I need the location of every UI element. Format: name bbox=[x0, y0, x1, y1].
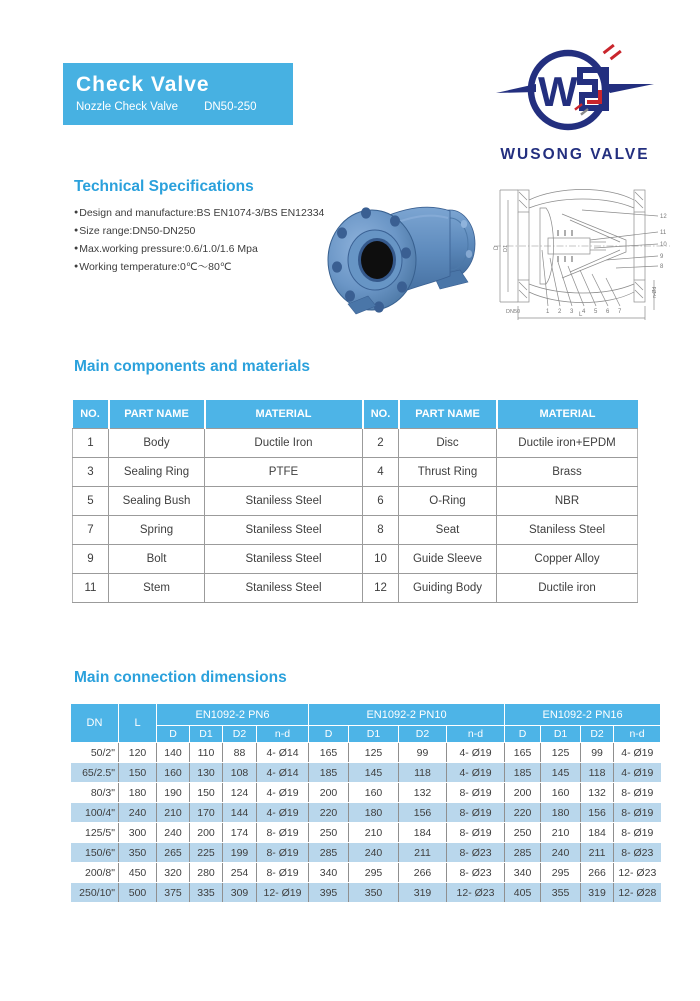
table-cell: 395 bbox=[309, 883, 349, 903]
col-header: NO. bbox=[73, 400, 109, 429]
table-cell: 405 bbox=[505, 883, 541, 903]
table-cell: 265 bbox=[157, 843, 190, 863]
table-cell: 220 bbox=[505, 803, 541, 823]
table-row bbox=[71, 883, 661, 903]
table-cell: 125 bbox=[541, 743, 581, 763]
table-cell: Ductile Iron bbox=[205, 429, 363, 458]
table-cell: 184 bbox=[399, 823, 447, 843]
table-cell: 100/4" bbox=[71, 803, 119, 823]
col-header: MATERIAL bbox=[497, 400, 638, 429]
table-cell: 160 bbox=[157, 763, 190, 783]
table-cell: 12 bbox=[363, 574, 399, 603]
logo-emblem-icon bbox=[492, 40, 658, 140]
table-cell: 319 bbox=[581, 883, 614, 903]
table-cell: 65/2.5" bbox=[71, 763, 119, 783]
table-cell: 4- Ø14 bbox=[257, 763, 309, 783]
table-cell: 165 bbox=[309, 743, 349, 763]
table-cell: O-Ring bbox=[399, 487, 497, 516]
sub-header: D2 bbox=[223, 726, 257, 743]
dimensions-section-title: Main connection dimensions bbox=[74, 669, 287, 686]
col-header-dn: DN bbox=[71, 704, 119, 743]
drawing-callout: 7 bbox=[618, 309, 622, 315]
table-cell: 99 bbox=[581, 743, 614, 763]
table-cell: Staniless Steel bbox=[205, 487, 363, 516]
logo-monogram: W bbox=[538, 68, 578, 115]
col-header: NO. bbox=[363, 400, 399, 429]
table-row bbox=[73, 458, 638, 487]
table-cell: 8- Ø19 bbox=[257, 843, 309, 863]
table-row bbox=[73, 574, 638, 603]
table-row bbox=[71, 803, 661, 823]
table-cell: Guide Sleeve bbox=[399, 545, 497, 574]
table-cell: Seat bbox=[399, 516, 497, 545]
dimensions-table bbox=[70, 703, 661, 903]
drawing-callout: 8 bbox=[660, 264, 664, 270]
col-group-pn6: EN1092-2 PN6 bbox=[157, 704, 309, 726]
drawing-dim-dn: DN50 bbox=[506, 309, 521, 315]
table-cell: 180 bbox=[349, 803, 399, 823]
table-cell: Staniless Steel bbox=[497, 516, 638, 545]
table-cell: 4- Ø19 bbox=[614, 763, 661, 783]
table-cell: Ductile iron bbox=[497, 574, 638, 603]
table-cell: 320 bbox=[157, 863, 190, 883]
drawing-callout: 4 bbox=[582, 309, 586, 315]
drawing-callout: 5 bbox=[594, 309, 598, 315]
table-cell: 10 bbox=[363, 545, 399, 574]
table-cell: 174 bbox=[223, 823, 257, 843]
product-title: Check Valve bbox=[76, 73, 210, 96]
table-cell: 1 bbox=[73, 429, 109, 458]
table-cell: 240 bbox=[157, 823, 190, 843]
drawing-dim-d1: D1 bbox=[503, 244, 509, 252]
drawing-callout: 9 bbox=[660, 254, 664, 260]
table-cell: 12- Ø23 bbox=[614, 863, 661, 883]
table-cell: 200 bbox=[309, 783, 349, 803]
drawing-callout: 10 bbox=[660, 242, 667, 248]
table-cell: 120 bbox=[119, 743, 157, 763]
table-cell: 2 bbox=[363, 429, 399, 458]
table-cell: 145 bbox=[349, 763, 399, 783]
table-cell: 211 bbox=[581, 843, 614, 863]
table-cell: 12- Ø23 bbox=[447, 883, 505, 903]
table-cell: 108 bbox=[223, 763, 257, 783]
table-cell: 12- Ø28 bbox=[614, 883, 661, 903]
table-cell: 125/5" bbox=[71, 823, 119, 843]
table-cell: 99 bbox=[399, 743, 447, 763]
company-name: WUSONG VALVE bbox=[500, 146, 650, 163]
table-cell: 280 bbox=[190, 863, 223, 883]
drawing-callout: 11 bbox=[660, 230, 667, 236]
table-cell: 180 bbox=[541, 803, 581, 823]
table-cell: 285 bbox=[309, 843, 349, 863]
table-cell: 225 bbox=[190, 843, 223, 863]
table-cell: 160 bbox=[541, 783, 581, 803]
table-cell: 355 bbox=[541, 883, 581, 903]
table-cell: 4- Ø19 bbox=[614, 743, 661, 763]
table-cell: 8- Ø19 bbox=[614, 803, 661, 823]
table-cell: Spring bbox=[109, 516, 205, 545]
table-cell: 184 bbox=[581, 823, 614, 843]
table-cell: 210 bbox=[541, 823, 581, 843]
table-cell: 350 bbox=[349, 883, 399, 903]
col-header-l: L bbox=[119, 704, 157, 743]
table-cell: 160 bbox=[349, 783, 399, 803]
valve-photo bbox=[322, 192, 484, 326]
table-cell: 8- Ø23 bbox=[614, 843, 661, 863]
table-cell: Guiding Body bbox=[399, 574, 497, 603]
table-cell: 240 bbox=[349, 843, 399, 863]
table-cell: Copper Alloy bbox=[497, 545, 638, 574]
table-cell: 285 bbox=[505, 843, 541, 863]
table-cell: Staniless Steel bbox=[205, 516, 363, 545]
table-cell: 8- Ø19 bbox=[447, 803, 505, 823]
table-cell: 8- Ø19 bbox=[614, 783, 661, 803]
table-cell: Thrust Ring bbox=[399, 458, 497, 487]
table-cell: 300 bbox=[119, 823, 157, 843]
table-cell: 250 bbox=[309, 823, 349, 843]
table-cell: Sealing Bush bbox=[109, 487, 205, 516]
table-cell: 144 bbox=[223, 803, 257, 823]
table-cell: 5 bbox=[73, 487, 109, 516]
components-table bbox=[72, 400, 638, 603]
table-row bbox=[71, 843, 661, 863]
col-group-pn10: EN1092-2 PN10 bbox=[309, 704, 505, 726]
table-cell: 295 bbox=[541, 863, 581, 883]
table-cell: 11 bbox=[73, 574, 109, 603]
table-cell: 8- Ø19 bbox=[614, 823, 661, 843]
product-subtitle: Nozzle Check Valve bbox=[76, 101, 179, 113]
table-cell: 140 bbox=[157, 743, 190, 763]
company-logo bbox=[492, 40, 658, 164]
table-cell: 199 bbox=[223, 843, 257, 863]
table-cell: 8- Ø19 bbox=[447, 823, 505, 843]
table-cell: Sealing Ring bbox=[109, 458, 205, 487]
table-cell: 375 bbox=[157, 883, 190, 903]
drawing-callout: 3 bbox=[570, 309, 574, 315]
table-cell: 8- Ø19 bbox=[257, 823, 309, 843]
table-cell: 150 bbox=[190, 783, 223, 803]
table-cell: 500 bbox=[119, 883, 157, 903]
table-cell: 7 bbox=[73, 516, 109, 545]
table-cell: 50/2" bbox=[71, 743, 119, 763]
specs-list bbox=[74, 204, 334, 276]
col-header: PART NAME bbox=[399, 400, 497, 429]
drawing-callout: 6 bbox=[606, 309, 610, 315]
col-group-pn16: EN1092-2 PN16 bbox=[505, 704, 661, 726]
table-cell: Stem bbox=[109, 574, 205, 603]
table-cell: 130 bbox=[190, 763, 223, 783]
table-cell: 250 bbox=[505, 823, 541, 843]
table-cell: 185 bbox=[505, 763, 541, 783]
specs-section-title: Technical Specifications bbox=[74, 178, 254, 195]
table-cell: 132 bbox=[399, 783, 447, 803]
table-row bbox=[71, 783, 661, 803]
table-cell: 80/3" bbox=[71, 783, 119, 803]
table-cell: 6 bbox=[363, 487, 399, 516]
table-cell: 210 bbox=[349, 823, 399, 843]
spec-bullet: ● Working temperature:0℃～80℃ bbox=[74, 258, 334, 276]
table-cell: 200 bbox=[505, 783, 541, 803]
table-cell: 3 bbox=[73, 458, 109, 487]
table-row bbox=[73, 487, 638, 516]
table-cell: PTFE bbox=[205, 458, 363, 487]
sub-header: n-d bbox=[447, 726, 505, 743]
spec-bullet: ● Design and manufacture:BS EN1074-3/BS EN12334 bbox=[74, 204, 334, 222]
drawing-callout: 1 bbox=[546, 309, 550, 315]
table-row bbox=[71, 763, 661, 783]
table-cell: Staniless Steel bbox=[205, 545, 363, 574]
table-cell: 180 bbox=[119, 783, 157, 803]
table-cell: 8- Ø23 bbox=[447, 863, 505, 883]
table-cell: 335 bbox=[190, 883, 223, 903]
sub-header: D1 bbox=[349, 726, 399, 743]
table-cell: 210 bbox=[157, 803, 190, 823]
drawing-dim-nd: n-Ød bbox=[652, 286, 658, 298]
table-cell: 165 bbox=[505, 743, 541, 763]
table-cell: 156 bbox=[581, 803, 614, 823]
sub-header: D bbox=[157, 726, 190, 743]
table-cell: Bolt bbox=[109, 545, 205, 574]
dimensions-group-header-row bbox=[71, 704, 661, 726]
components-section-title: Main components and materials bbox=[74, 358, 310, 375]
sub-header: D2 bbox=[581, 726, 614, 743]
table-cell: 156 bbox=[399, 803, 447, 823]
table-cell: 340 bbox=[309, 863, 349, 883]
table-cell: 4 bbox=[363, 458, 399, 487]
table-cell: 4- Ø19 bbox=[257, 783, 309, 803]
sub-header: D1 bbox=[190, 726, 223, 743]
table-row bbox=[71, 863, 661, 883]
table-cell: 266 bbox=[581, 863, 614, 883]
table-cell: Body bbox=[109, 429, 205, 458]
table-cell: 250/10" bbox=[71, 883, 119, 903]
table-cell: Staniless Steel bbox=[205, 574, 363, 603]
table-cell: 4- Ø19 bbox=[447, 763, 505, 783]
table-cell: Disc bbox=[399, 429, 497, 458]
table-cell: 124 bbox=[223, 783, 257, 803]
valve-drawing bbox=[486, 170, 678, 328]
table-row bbox=[73, 545, 638, 574]
table-cell: 170 bbox=[190, 803, 223, 823]
sub-header: n-d bbox=[257, 726, 309, 743]
sub-header: D1 bbox=[541, 726, 581, 743]
table-cell: 9 bbox=[73, 545, 109, 574]
table-cell: 190 bbox=[157, 783, 190, 803]
col-header: MATERIAL bbox=[205, 400, 363, 429]
table-cell: 220 bbox=[309, 803, 349, 823]
table-cell: 309 bbox=[223, 883, 257, 903]
table-row bbox=[73, 516, 638, 545]
table-cell: NBR bbox=[497, 487, 638, 516]
sub-header: D2 bbox=[399, 726, 447, 743]
table-cell: 200 bbox=[190, 823, 223, 843]
sub-header: D bbox=[309, 726, 349, 743]
drawing-callout: 12 bbox=[660, 214, 667, 220]
product-size-range: DN50-250 bbox=[204, 101, 257, 113]
spec-bullet: ● Max.working pressure:0.6/1.0/1.6 Mpa bbox=[74, 240, 334, 258]
table-cell: 118 bbox=[581, 763, 614, 783]
table-cell: 8- Ø23 bbox=[447, 843, 505, 863]
table-cell: 450 bbox=[119, 863, 157, 883]
table-cell: 8- Ø19 bbox=[257, 863, 309, 883]
table-cell: 118 bbox=[399, 763, 447, 783]
table-cell: 4- Ø19 bbox=[257, 803, 309, 823]
table-row bbox=[73, 429, 638, 458]
table-cell: 240 bbox=[541, 843, 581, 863]
table-cell: 319 bbox=[399, 883, 447, 903]
table-cell: 266 bbox=[399, 863, 447, 883]
title-banner bbox=[63, 63, 293, 125]
table-cell: 200/8" bbox=[71, 863, 119, 883]
table-cell: Ductile iron+EPDM bbox=[497, 429, 638, 458]
drawing-callout: 2 bbox=[558, 309, 562, 315]
spec-bullet: ● Size range:DN50-DN250 bbox=[74, 222, 334, 240]
col-header: PART NAME bbox=[109, 400, 205, 429]
table-cell: 350 bbox=[119, 843, 157, 863]
table-cell: 4- Ø14 bbox=[257, 743, 309, 763]
table-cell: 295 bbox=[349, 863, 399, 883]
table-cell: Brass bbox=[497, 458, 638, 487]
table-row bbox=[71, 743, 661, 763]
sub-header: D bbox=[505, 726, 541, 743]
table-cell: 132 bbox=[581, 783, 614, 803]
table-cell: 240 bbox=[119, 803, 157, 823]
table-cell: 12- Ø19 bbox=[257, 883, 309, 903]
drawing-dim-d: D bbox=[494, 245, 500, 250]
sub-header: n-d bbox=[614, 726, 661, 743]
table-row bbox=[71, 823, 661, 843]
table-cell: 4- Ø19 bbox=[447, 743, 505, 763]
table-cell: 125 bbox=[349, 743, 399, 763]
components-header-row bbox=[73, 400, 638, 429]
table-cell: 150/6" bbox=[71, 843, 119, 863]
drawing-dim-l: L bbox=[579, 312, 583, 318]
table-cell: 211 bbox=[399, 843, 447, 863]
table-cell: 150 bbox=[119, 763, 157, 783]
table-cell: 8 bbox=[363, 516, 399, 545]
table-cell: 185 bbox=[309, 763, 349, 783]
table-cell: 88 bbox=[223, 743, 257, 763]
table-cell: 254 bbox=[223, 863, 257, 883]
table-cell: 340 bbox=[505, 863, 541, 883]
table-cell: 110 bbox=[190, 743, 223, 763]
table-cell: 8- Ø19 bbox=[447, 783, 505, 803]
dimensions-sub-header-row bbox=[71, 726, 661, 743]
table-cell: 145 bbox=[541, 763, 581, 783]
